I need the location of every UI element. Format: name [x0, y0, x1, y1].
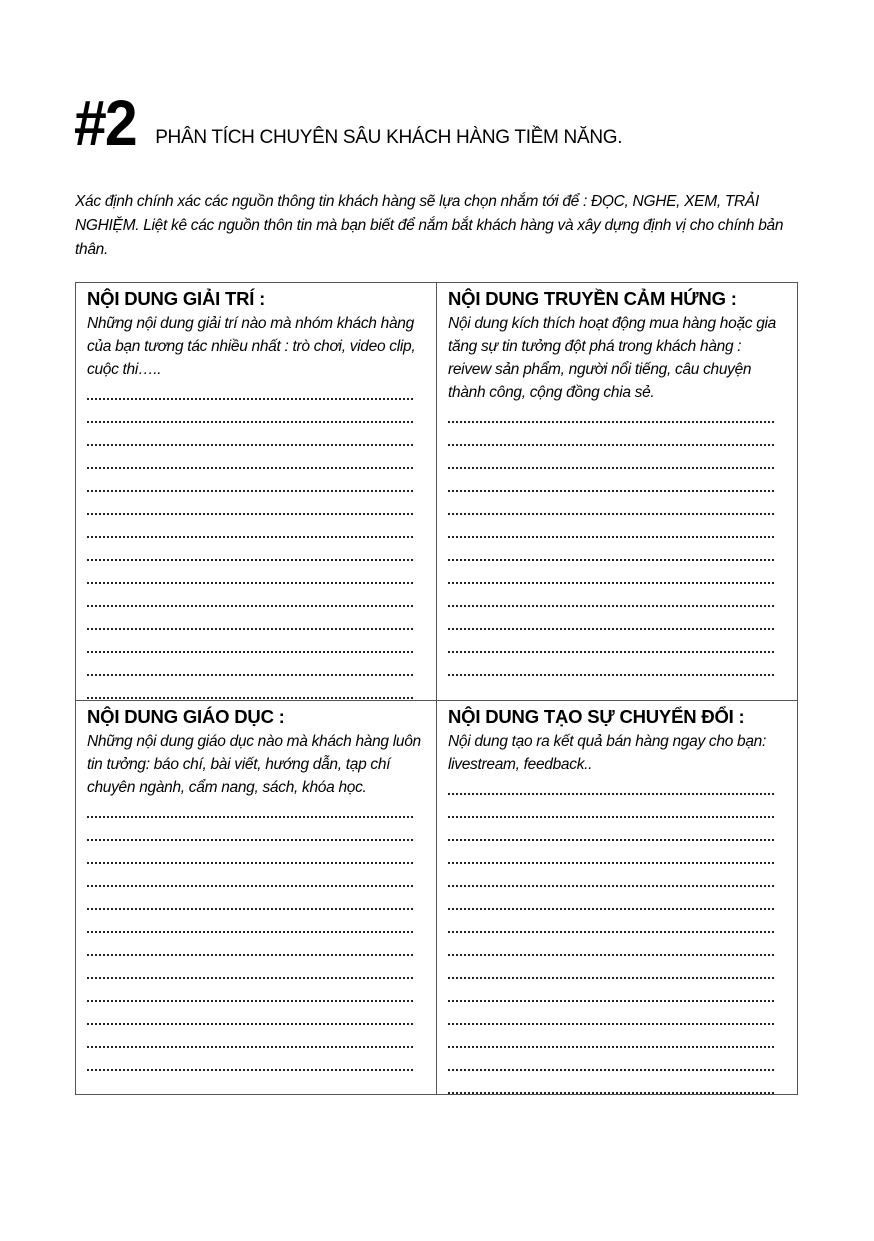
dotted-answer-line[interactable] [87, 653, 413, 676]
dotted-answer-line[interactable] [448, 492, 774, 515]
dotted-answer-line[interactable] [448, 956, 774, 979]
dotted-answer-line[interactable] [87, 446, 413, 469]
dotted-answer-line[interactable] [87, 538, 413, 561]
section-title: PHÂN TÍCH CHUYÊN SÂU KHÁCH HÀNG TIỀM NĂNG. [155, 127, 623, 148]
fill-in-lines[interactable] [87, 381, 426, 701]
dotted-answer-line[interactable] [87, 469, 413, 492]
intro-paragraph: Xác định chính xác các nguồn thông tin khách hàng sẽ lựa chọn nhắm tới để : ĐỌC, NGHE, XEM, TRẢI NGHIỆM. Liệt kê các nguồn thôn tin mà bạn biết để nắm bắt khách hàng và xây dựng định vị cho chính bản thân. [75, 193, 784, 258]
section-number: #2 [74, 87, 136, 159]
dotted-answer-line[interactable] [87, 630, 413, 653]
dotted-answer-line[interactable] [448, 1071, 774, 1094]
dotted-answer-line[interactable] [448, 400, 774, 423]
dotted-answer-line[interactable] [448, 841, 774, 864]
cell-education [76, 701, 437, 1094]
dotted-answer-line[interactable] [87, 818, 413, 841]
dotted-answer-line[interactable] [448, 561, 774, 584]
cell-description: Những nội dung giáo dục nào mà khách hàng luôn tin tưởng: báo chí, bài viết, hướng dẫn, tạp chí chuyên ngành, cẩm nang, sách, khóa học. [87, 733, 421, 796]
dotted-answer-line[interactable] [87, 561, 413, 584]
dotted-answer-line[interactable] [448, 630, 774, 653]
dotted-answer-line[interactable] [448, 538, 774, 561]
dotted-answer-line[interactable] [448, 423, 774, 446]
dotted-answer-line[interactable] [87, 676, 413, 699]
section-heading [74, 88, 622, 158]
dotted-answer-line[interactable] [87, 910, 413, 933]
cell-description: Những nội dung giải trí nào mà nhóm khách hàng của bạn tương tác nhiều nhất : trò chơi, video clip, cuộc thi….. [87, 315, 416, 378]
dotted-answer-line[interactable] [87, 400, 413, 423]
dotted-answer-line[interactable] [448, 910, 774, 933]
dotted-answer-line[interactable] [87, 979, 413, 1002]
dotted-answer-line[interactable] [448, 979, 774, 1002]
dotted-answer-line[interactable] [448, 818, 774, 841]
dotted-answer-line[interactable] [448, 515, 774, 538]
dotted-answer-line[interactable] [448, 584, 774, 607]
dotted-answer-line[interactable] [448, 653, 774, 676]
cell-title: NỘI DUNG TRUYỀN CẢM HỨNG : [448, 288, 737, 309]
dotted-answer-line[interactable] [448, 446, 774, 469]
fill-in-lines[interactable] [448, 404, 788, 680]
dotted-answer-line[interactable] [87, 956, 413, 979]
dotted-answer-line[interactable] [87, 423, 413, 446]
cell-description: Nội dung tạo ra kết quả bán hàng ngay cho bạn: livestream, feedback.. [448, 733, 766, 773]
cell-conversion [437, 701, 798, 1094]
dotted-answer-line[interactable] [87, 1048, 413, 1071]
dotted-answer-line[interactable] [87, 1025, 413, 1048]
cell-entertainment [76, 283, 437, 701]
dotted-answer-line[interactable] [87, 1002, 413, 1025]
cell-inspiration [437, 283, 798, 701]
dotted-answer-line[interactable] [448, 772, 774, 795]
fill-in-lines[interactable] [448, 776, 788, 1094]
cell-title: NỘI DUNG GIẢI TRÍ : [87, 288, 266, 309]
fill-in-lines[interactable] [87, 799, 426, 1075]
dotted-answer-line[interactable] [448, 933, 774, 956]
dotted-answer-line[interactable] [448, 795, 774, 818]
dotted-answer-line[interactable] [87, 933, 413, 956]
dotted-answer-line[interactable] [87, 607, 413, 630]
dotted-answer-line[interactable] [87, 377, 413, 400]
dotted-answer-line[interactable] [87, 584, 413, 607]
dotted-answer-line[interactable] [87, 795, 413, 818]
cell-description: Nội dung kích thích hoạt động mua hàng hoặc gia tăng sự tin tưởng đột phá trong khách hàng : reivew sản phẩm, người nổi tiếng, câu chuyện thành công, cộng đồng chia sẻ. [448, 315, 777, 401]
dotted-answer-line[interactable] [448, 1025, 774, 1048]
dotted-answer-line[interactable] [87, 887, 413, 910]
dotted-answer-line[interactable] [87, 515, 413, 538]
dotted-answer-line[interactable] [448, 607, 774, 630]
dotted-answer-line[interactable] [448, 864, 774, 887]
dotted-answer-line[interactable] [448, 887, 774, 910]
dotted-answer-line[interactable] [87, 841, 413, 864]
cell-title: NỘI DUNG GIÁO DỤC : [87, 706, 285, 727]
dotted-answer-line[interactable] [448, 1048, 774, 1071]
dotted-answer-line[interactable] [87, 864, 413, 887]
cell-title: NỘI DUNG TẠO SỰ CHUYỂN ĐỔI : [448, 706, 745, 727]
content-worksheet-table [75, 282, 798, 1095]
dotted-answer-line[interactable] [448, 469, 774, 492]
dotted-answer-line[interactable] [448, 1002, 774, 1025]
dotted-answer-line[interactable] [87, 492, 413, 515]
